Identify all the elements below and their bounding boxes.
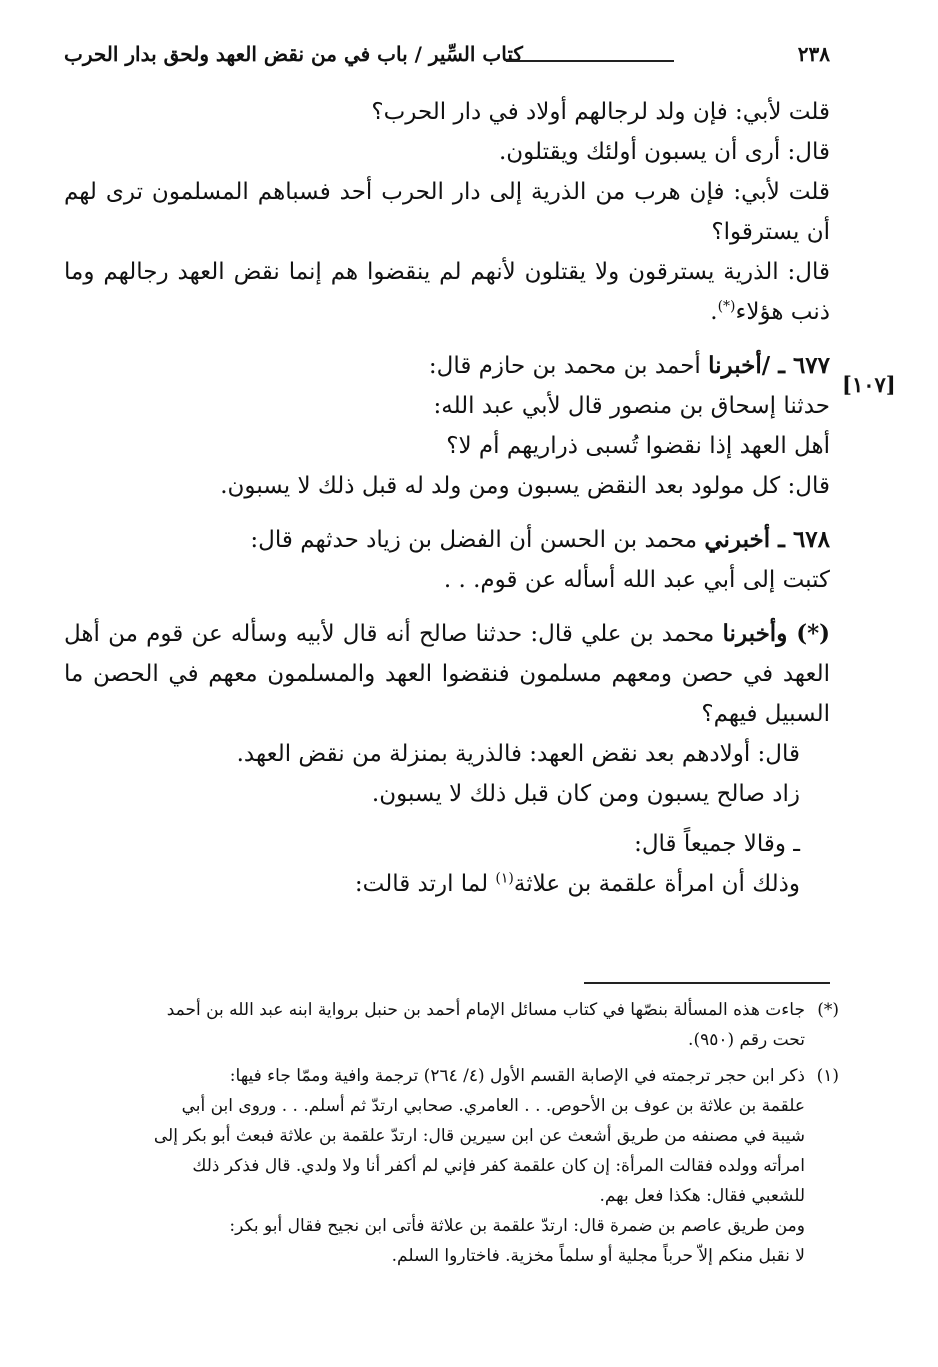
running-title: كتاب السِّير / باب في من نقض العهد ولحق بدار الحرب [64, 42, 523, 66]
main-text [64, 92, 830, 904]
entry-678-text: محمد بن الحسن أن الفضل بن زياد حدثهم قال: [250, 527, 705, 553]
entry-677-heading [64, 346, 830, 386]
closing-line-2 [64, 864, 830, 904]
entry-677-keyword: أخبرنا [708, 352, 762, 379]
closing-line-1: ـ وقالا جميعاً قال: [634, 831, 800, 857]
closing-line-2-text: وذلك أن امرأة علقمة بن علاثة [513, 871, 800, 897]
header-rule [506, 60, 674, 62]
paragraph-1: قلت لأبي: فإن ولد لرجالهم أولاد في دار الحرب؟ [371, 99, 830, 125]
footnote-1-body [64, 1061, 805, 1271]
footnote-1-line: للشعبي فقال: هكذا فعل بهم. [599, 1186, 805, 1206]
star-keyword: وأخبرنا [722, 620, 788, 647]
footnote-1-line: شيبة في مصنفه من طريق أشعث عن ابن سيرين قال: ارتدّ علقمة بن علاثة فبعث أبو بكر إلى [153, 1126, 805, 1146]
footnote-1 [64, 1061, 839, 1271]
entry-677-text: أحمد بن محمد بن حازم قال: [428, 353, 709, 379]
footnote-1-line: امرأته وولده فقالت المرأة: إن كان علقمة كفر فإني لم أكفر أنا ولا ولدي. قال فذكر ذلك [192, 1156, 805, 1176]
page-header [64, 42, 830, 72]
footnote-1-line: لا نقبل منكم إلاّ حرباً مجلية أو سلماً مخزية. فاختاروا السلم. [391, 1246, 805, 1266]
note-marker-1: (١) [495, 870, 514, 887]
entry-678-line-1: كتبت إلى أبي عبد الله أسأله عن قوم. . . [443, 567, 830, 593]
entry-678-number: ٦٧٨ ـ [770, 526, 830, 553]
entry-678-heading [64, 520, 830, 560]
footnote-1-marker: (١) [816, 1066, 839, 1086]
footnote-rule [584, 982, 830, 984]
footnote-star-body [64, 995, 805, 1055]
paragraph-4-text: قال: الذرية يسترقون ولا يقتلون لأنهم لم ينقضوا هم إنما نقض العهد رجالهم وما ذنب هؤلاء [64, 259, 830, 325]
paragraph-2: قال: أرى أن يسبون أولئك ويقتلون. [498, 139, 830, 165]
entry-677-line-1: حدثنا إسحاق بن منصور قال لأبي عبد الله: [433, 393, 830, 419]
note-marker-star: (*) [717, 298, 736, 315]
footnote-star-marker: (*) [817, 1000, 839, 1020]
footnote-star-line: جاءت هذه المسألة بنصّها في كتاب مسائل الإمام أحمد بن حنبل برواية ابنه عبد الله بن أحمد [166, 1000, 805, 1020]
footnotes [64, 995, 839, 1277]
star-line-2: زاد صالح يسبون ومن كان قبل ذلك لا يسبون. [371, 781, 800, 807]
star-text: محمد بن علي قال: حدثنا صالح أنه قال لأبيه وسأله عن قوم من أهل العهد في حصن ومعهم مسلمون فنقضوا العهد والمسلمون معهم في الحصن ما السبيل فيهم؟ [64, 621, 830, 727]
paragraph-4-end: . [710, 299, 718, 325]
entry-677-number: ٦٧٧ ـ / [761, 352, 830, 379]
footnote-1-line: ذكر ابن حجر ترجمته في الإصابة القسم الأول (٤/ ٢٦٤) ترجمة وافية وممّا جاء فيها: [229, 1066, 805, 1086]
entry-677-line-3: قال: كل مولود بعد النقض يسبون ومن ولد له قبل ذلك لا يسبون. [220, 473, 830, 499]
page-number: ٢٣٨ [797, 42, 830, 66]
footnote-star [64, 995, 839, 1055]
footnote-1-line: علقمة بن علاثة بن عوف بن الأحوص. . . العامري. صحابي ارتدّ ثم أسلم. . . وروى ابن أبي [181, 1096, 805, 1116]
footnote-1-line: ومن طريق عاصم بن ضمرة قال: ارتدّ علقمة بن علاثة فأتى ابن نجيح فقال أبو بكر: [229, 1216, 805, 1236]
star-line-1: قال: أولادهم بعد نقض العهد: فالذرية بمنزلة من نقض العهد. [236, 741, 800, 767]
star-marker: (*) [787, 620, 830, 647]
paragraph-4 [64, 252, 830, 332]
margin-reference: [١٠٧] [842, 372, 896, 397]
footnote-star-line: تحت رقم (٩٥٠). [688, 1030, 805, 1050]
entry-678-keyword: أخبرني [704, 526, 771, 553]
paragraph-3: قلت لأبي: فإن هرب من الذرية إلى دار الحرب أحد فسباهم المسلمون ترى لهم أن يسترقوا؟ [64, 179, 830, 245]
closing-line-2-end: لما ارتد قالت: [354, 871, 496, 897]
entry-677-line-2: أهل العهد إذا نقضوا تُسبى ذراريهم أم لا؟ [446, 433, 830, 459]
star-paragraph [64, 614, 830, 734]
